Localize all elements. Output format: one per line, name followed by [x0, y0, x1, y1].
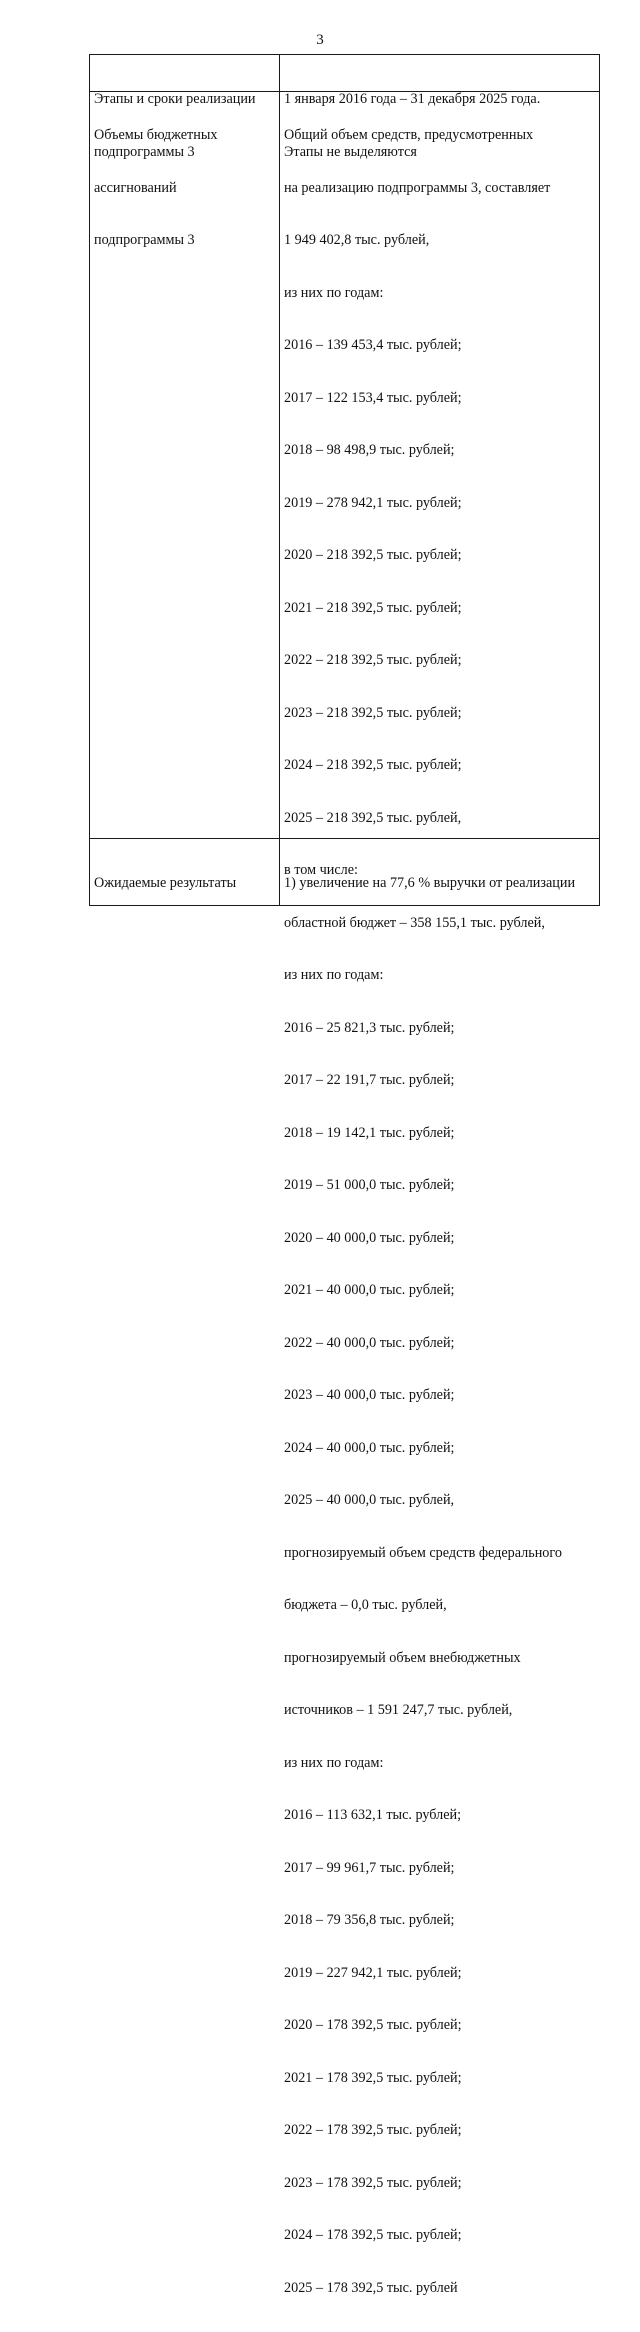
column-divider [279, 55, 280, 905]
budget-label [94, 92, 276, 285]
value-line: в том числе: [284, 862, 358, 878]
results-value [284, 840, 598, 928]
value-line: 1) увеличение на 77,6 % выручки от реализации [284, 875, 576, 891]
value-line: 1 января 2016 года – 31 декабря 2025 года. [284, 91, 541, 107]
value-line: Этапы не выделяются [284, 143, 417, 160]
value-line: из них по годам: [284, 284, 384, 301]
value-line: 2016 – 113 632,1 тыс. рублей; [284, 1807, 462, 1823]
value-line: 2024 – 178 392,5 тыс. рублей; [284, 2227, 462, 2243]
value-line: 2023 – 40 000,0 тыс. рублей; [284, 1387, 455, 1403]
label-line: подпрограммы 3 [94, 143, 195, 160]
label-line: подпрограммы 3 [94, 232, 195, 248]
value-line: 2017 – 22 191,7 тыс. рублей; [284, 1072, 455, 1088]
value-line: бюджета – 0,0 тыс. рублей, [284, 1597, 447, 1613]
value-line: 2016 – 139 453,4 тыс. рублей; [284, 337, 462, 353]
value-line: прогнозируемый объем внебюджетных [284, 1649, 521, 1666]
value-line: 1 949 402,8 тыс. рублей, [284, 232, 430, 248]
value-line: на реализацию подпрограммы 3, составляет [284, 179, 551, 196]
value-line: 2018 – 79 356,8 тыс. рублей; [284, 1912, 455, 1928]
value-line: источников – 1 591 247,7 тыс. рублей, [284, 1702, 513, 1718]
value-line: 2021 – 40 000,0 тыс. рублей; [284, 1282, 455, 1298]
value-line: из них по годам: [284, 967, 384, 983]
value-line: Общий объем средств, предусмотренных [284, 127, 534, 143]
budget-value [284, 92, 598, 2332]
value-line: 2023 – 218 392,5 тыс. рублей; [284, 704, 462, 721]
value-line: 2019 – 278 942,1 тыс. рублей; [284, 494, 462, 511]
value-line: 2022 – 218 392,5 тыс. рублей; [284, 652, 462, 668]
value-line: 2024 – 40 000,0 тыс. рублей; [284, 1439, 455, 1456]
value-line: 2018 – 19 142,1 тыс. рублей; [284, 1124, 455, 1141]
value-line: прогнозируемый объем средств федерального [284, 1544, 562, 1561]
results-label [94, 840, 276, 928]
page-number: 3 [316, 32, 324, 48]
value-line: 2020 – 40 000,0 тыс. рублей; [284, 1229, 455, 1246]
value-line: 2025 – 178 392,5 тыс. рублей [284, 2279, 458, 2296]
passport-table [89, 54, 600, 2296]
value-line: 2025 – 218 392,5 тыс. рублей, [284, 809, 462, 826]
value-line: 2021 – 178 392,5 тыс. рублей; [284, 2069, 462, 2086]
value-line: 2022 – 40 000,0 тыс. рублей; [284, 1334, 455, 1351]
value-line: областной бюджет – 358 155,1 тыс. рублей, [284, 914, 545, 931]
value-line: 2020 – 178 392,5 тыс. рублей; [284, 2017, 462, 2033]
value-line: 2017 – 122 153,4 тыс. рублей; [284, 389, 462, 406]
value-line: 2023 – 178 392,5 тыс. рублей; [284, 2174, 462, 2191]
label-line: ассигнований [94, 179, 177, 196]
value-line: 2019 – 51 000,0 тыс. рублей; [284, 1177, 455, 1193]
value-line: 2025 – 40 000,0 тыс. рублей, [284, 1492, 455, 1508]
value-line: 2017 – 99 961,7 тыс. рублей; [284, 1859, 455, 1876]
value-line: 2019 – 227 942,1 тыс. рублей; [284, 1964, 462, 1981]
value-line: 2018 – 98 498,9 тыс. рублей; [284, 442, 455, 458]
value-line: 2024 – 218 392,5 тыс. рублей; [284, 757, 462, 773]
value-line: 2021 – 218 392,5 тыс. рублей; [284, 599, 462, 616]
label-line: Ожидаемые результаты [94, 875, 237, 891]
label-line: Объемы бюджетных [94, 127, 218, 143]
value-line: из них по годам: [284, 1754, 384, 1771]
value-line: 2020 – 218 392,5 тыс. рублей; [284, 547, 462, 563]
label-line: Этапы и сроки реализации [94, 91, 256, 107]
value-line: 2022 – 178 392,5 тыс. рублей; [284, 2122, 462, 2138]
value-line: 2016 – 25 821,3 тыс. рублей; [284, 1019, 455, 1036]
